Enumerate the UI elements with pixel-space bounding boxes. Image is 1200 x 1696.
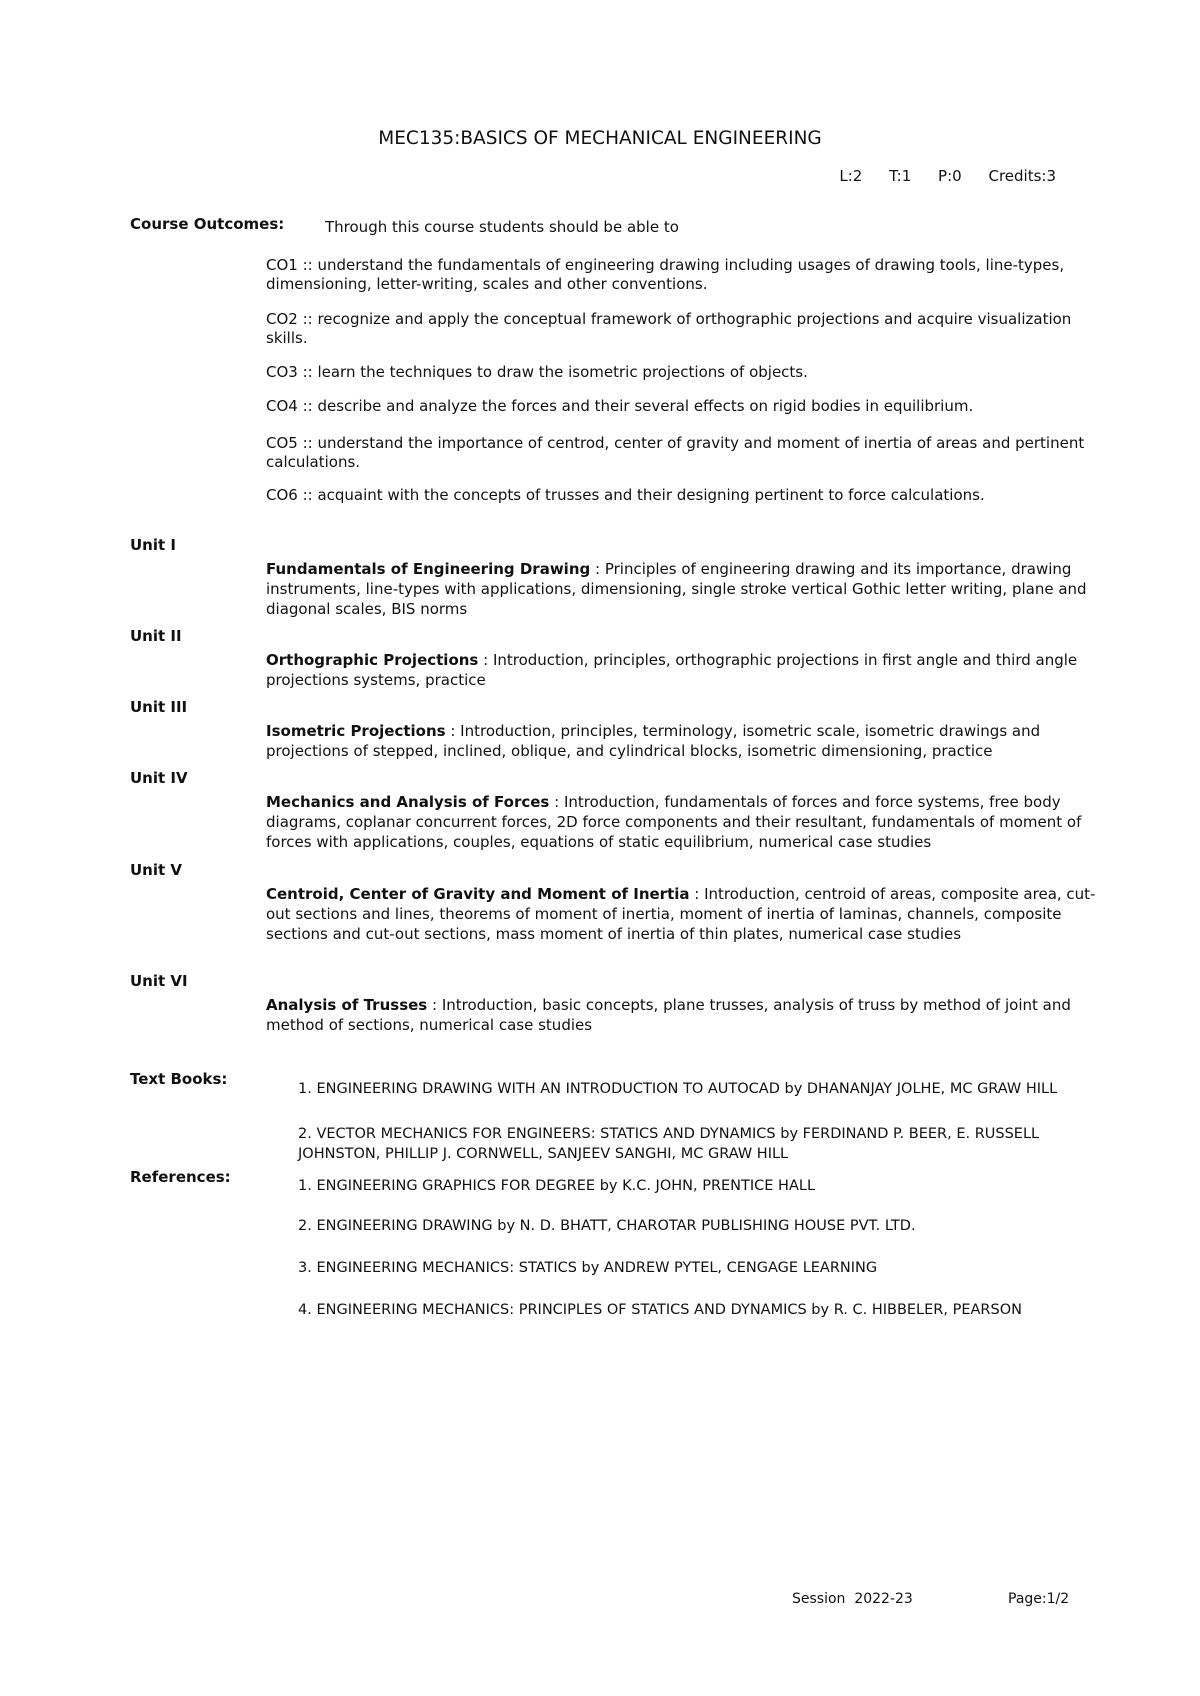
references-label: References: — [130, 1168, 231, 1186]
unit-content — [266, 995, 1106, 1035]
unit-content — [266, 792, 1106, 852]
unit-label: Unit III — [130, 698, 188, 716]
unit-label: Unit IV — [130, 769, 188, 787]
reference-item: 4. ENGINEERING MECHANICS: PRINCIPLES OF STATICS AND DYNAMICS by R. C. HIBBELER, PEARSON — [298, 1302, 1022, 1318]
unit-text: : Principles of engineering drawing and its importance, drawing instruments, line-types with applications, dimensioning, single stroke vertical Gothic letter writing, plane and diagonal scales, BIS norms — [266, 560, 1087, 618]
course-outcomes-intro: Through this course students should be able to — [325, 218, 679, 236]
page-number: Page:1/2 — [1008, 1591, 1070, 1607]
unit-content — [266, 650, 1106, 690]
course-outcome-2: CO2 :: recognize and apply the conceptual framework of orthographic projections and acquire visualization skills. — [266, 310, 1072, 347]
session-label: Session 2022-23 — [792, 1591, 913, 1607]
unit-heading: Orthographic Projections — [266, 651, 479, 669]
course-outcome-3: CO3 :: learn the techniques to draw the isometric projections of objects. — [266, 363, 808, 381]
unit-content — [266, 559, 1106, 619]
unit-text: : Introduction, basic concepts, plane trusses, analysis of truss by method of joint and method of sections, numerical case studies — [266, 996, 1071, 1034]
course-outcome-1: CO1 :: understand the fundamentals of engineering drawing including usages of drawing tools, line-types, dimensioning, letter-writing, scales and other conventions. — [266, 256, 1065, 293]
unit-label: Unit VI — [130, 972, 188, 990]
text-book-item: 2. VECTOR MECHANICS FOR ENGINEERS: STATICS AND DYNAMICS by FERDINAND P. BEER, E. RUSSELL JOHNSTON, PHILLIP J. CORNWELL, SANJEEV SANGHI, MC GRAW HILL — [298, 1126, 1040, 1162]
unit-label: Unit II — [130, 627, 182, 645]
unit-heading: Centroid, Center of Gravity and Moment of Inertia — [266, 885, 690, 903]
unit-text: : Introduction, principles, terminology, isometric scale, isometric drawings and projections of stepped, inclined, oblique, and cylindrical blocks, isometric dimensioning, practice — [266, 722, 1041, 760]
unit-heading: Isometric Projections — [266, 722, 446, 740]
text-books-label: Text Books: — [130, 1070, 228, 1088]
reference-item: 3. ENGINEERING MECHANICS: STATICS by ANDREW PYTEL, CENGAGE LEARNING — [298, 1260, 878, 1276]
unit-content — [266, 884, 1106, 944]
ltp-credits — [839, 167, 1056, 185]
unit-heading: Fundamentals of Engineering Drawing — [266, 560, 591, 578]
practical-hours: P:0 — [938, 167, 962, 185]
unit-heading: Analysis of Trusses — [266, 996, 428, 1014]
course-outcome-5: CO5 :: understand the importance of centrod, center of gravity and moment of inertia of areas and pertinent calculations. — [266, 434, 1085, 471]
unit-label: Unit V — [130, 861, 183, 879]
unit-text: : Introduction, fundamentals of forces and force systems, free body diagrams, coplanar concurrent forces, 2D force components and their resultant, fundamentals of moment of forces with applications, couples, equations of static equilibrium, numerical case studies — [266, 793, 1082, 851]
reference-item: 1. ENGINEERING GRAPHICS FOR DEGREE by K.C. JOHN, PRENTICE HALL — [298, 1178, 816, 1194]
tutorial-hours: T:1 — [889, 167, 912, 185]
course-outcome-6: CO6 :: acquaint with the concepts of trusses and their designing pertinent to force calculations. — [266, 486, 985, 504]
unit-text: : Introduction, principles, orthographic projections in first angle and third angle projections systems, practice — [266, 651, 1078, 689]
lecture-hours: L:2 — [839, 167, 863, 185]
credits: Credits:3 — [988, 167, 1056, 185]
unit-heading: Mechanics and Analysis of Forces — [266, 793, 550, 811]
text-book-item: 1. ENGINEERING DRAWING WITH AN INTRODUCTION TO AUTOCAD by DHANANJAY JOLHE, MC GRAW HILL — [298, 1081, 1058, 1097]
unit-content — [266, 721, 1106, 761]
unit-text: : Introduction, centroid of areas, composite area, cut-out sections and lines, theorems of moment of inertia, moment of inertia of laminas, channels, composite sections and cut-out sections, mass moment of inertia of thin plates, numerical case studies — [266, 885, 1096, 943]
unit-label: Unit I — [130, 536, 176, 554]
course-outcomes-label: Course Outcomes: — [130, 215, 285, 233]
course-title: MEC135:BASICS OF MECHANICAL ENGINEERING — [378, 128, 822, 149]
reference-item: 2. ENGINEERING DRAWING by N. D. BHATT, CHAROTAR PUBLISHING HOUSE PVT. LTD. — [298, 1218, 916, 1234]
course-outcome-4: CO4 :: describe and analyze the forces and their several effects on rigid bodies in equilibrium. — [266, 397, 974, 415]
